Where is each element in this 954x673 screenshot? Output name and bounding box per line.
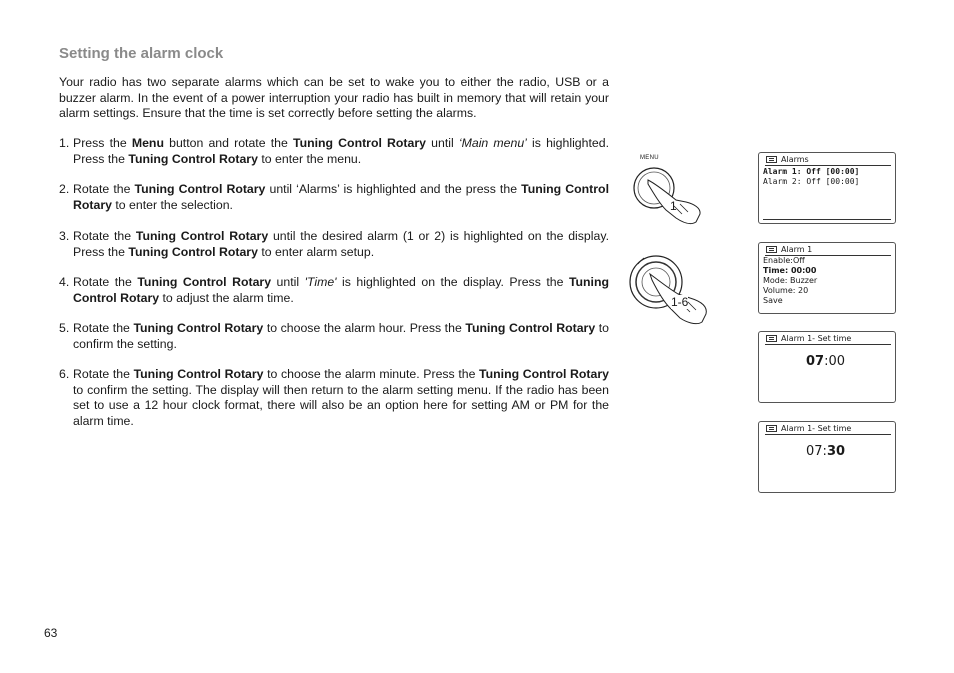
- step-3: [59, 229, 609, 260]
- screen-line-selected: Alarm 1: Off [00:00]: [763, 167, 860, 176]
- step-6: [59, 367, 609, 429]
- alarm-minute: 00: [828, 354, 846, 369]
- step-key-term: Tuning Control Rotary: [137, 275, 272, 289]
- screen-line: Mode: Buzzer: [763, 276, 818, 285]
- menu-list-icon: [766, 335, 777, 342]
- rotary-knob-press-illustration: [626, 246, 716, 330]
- step-text: to choose the alarm hour. Press the: [263, 321, 466, 335]
- step-text: until the desired alarm (1 or 2) is highlighted on the display. Press the: [73, 229, 609, 259]
- alarm-time-value: [806, 354, 845, 369]
- display-screen-set-hour: [758, 331, 896, 403]
- step-tag-1-6: 1-6: [671, 295, 689, 309]
- step-number: 5.: [59, 321, 70, 335]
- screen-title: Alarm 1- Set time: [765, 424, 891, 435]
- step-text: is highlighted on the display. Press the: [336, 275, 569, 289]
- step-text: to adjust the alarm time.: [159, 290, 294, 305]
- step-number: 6.: [59, 367, 70, 381]
- step-4: [59, 275, 609, 306]
- step-text: to confirm the setting. The display will then return to the alarm setting menu. If the radio has been set to use a 12 hour clock format, there will also be an option here for setting AM or PM for the alarm time.: [73, 382, 609, 428]
- time-separator: :: [824, 354, 829, 369]
- step-text: until: [426, 136, 459, 150]
- step-text: Rotate the: [73, 229, 136, 243]
- step-key-term: Tuning Control Rotary: [73, 275, 609, 305]
- step-key-term: Tuning Control Rotary: [135, 229, 269, 243]
- step-number: 2.: [59, 182, 70, 196]
- menu-button-label: MENU: [640, 155, 659, 161]
- screen-line: Alarm 2: Off [00:00]: [763, 177, 860, 186]
- screen-title: Alarm 1: [765, 245, 891, 256]
- step-number: 1.: [59, 136, 70, 150]
- step-text: Rotate the: [73, 321, 134, 335]
- intro-paragraph: Your radio has two separate alarms which can be set to wake you to either the radio, USB or a buzzer alarm. In the event of a power interruption your radio has built in memory that will retain your alarm settings. Ensure that the time is set correctly before setting the alarms.: [59, 75, 609, 120]
- alarm-time-value: [806, 444, 845, 459]
- step-text: to choose the alarm minute. Press the: [263, 367, 480, 381]
- menu-button-press-illustration: [626, 162, 706, 232]
- menu-list-icon: [766, 425, 777, 432]
- section-heading: Setting the alarm clock: [59, 45, 224, 62]
- step-text: to enter the selection.: [111, 197, 233, 212]
- step-key-term: Tuning Control Rotary: [133, 321, 264, 335]
- time-separator: :: [822, 444, 827, 459]
- step-number: 3.: [59, 229, 70, 243]
- step-key-term: Menu: [131, 136, 164, 150]
- step-text: until: [271, 275, 305, 289]
- step-key-term: Tuning Control Rotary: [479, 367, 609, 381]
- menu-list-icon: [766, 246, 777, 253]
- step-key-term: Tuning Control Rotary: [128, 151, 258, 166]
- step-key-term: Tuning Control Rotary: [128, 244, 258, 259]
- screen-line: Volume: 20: [763, 286, 809, 295]
- step-key-term: Tuning Control Rotary: [134, 182, 266, 196]
- screen-title: Alarm 1- Set time: [765, 334, 891, 345]
- step-italic-term: ‘Main menu’: [458, 136, 527, 150]
- alarm-hour: 07: [806, 444, 823, 459]
- step-key-term: Tuning Control Rotary: [465, 321, 596, 335]
- screen-rule: [763, 219, 891, 220]
- step-italic-term: 'Time': [304, 275, 337, 289]
- screen-line-selected: Time: 00:00: [763, 266, 817, 275]
- step-text: is highlighted. Press the: [73, 136, 609, 166]
- step-text: button and rotate the: [163, 136, 293, 150]
- step-5: [59, 321, 609, 352]
- screen-title: Alarms: [765, 155, 891, 166]
- step-1: [59, 136, 609, 167]
- alarm-hour: 07: [806, 354, 825, 369]
- step-number: 4.: [59, 275, 70, 289]
- step-text: until ‘Alarms’ is highlighted and the press the: [265, 182, 522, 196]
- display-screen-alarm-1: [758, 242, 896, 314]
- page-number: 63: [44, 626, 58, 640]
- step-text: to enter the menu.: [257, 151, 362, 166]
- step-text: to confirm the setting.: [73, 321, 609, 351]
- step-text: Rotate the: [73, 275, 138, 289]
- alarm-minute: 30: [826, 444, 846, 459]
- step-2: [59, 182, 609, 213]
- step-key-term: Tuning Control Rotary: [133, 367, 264, 381]
- step-text: to enter alarm setup.: [257, 244, 375, 259]
- display-screen-alarms: [758, 152, 896, 224]
- step-text: Rotate the: [73, 182, 135, 196]
- step-key-term: Tuning Control Rotary: [73, 182, 609, 212]
- step-text: Rotate the: [73, 367, 134, 381]
- menu-list-icon: [766, 156, 777, 163]
- step-tag-1: 1: [670, 199, 677, 213]
- screen-line: Enable:Off: [763, 256, 805, 265]
- step-text: Press the: [73, 136, 132, 150]
- screen-line: Save: [763, 296, 783, 305]
- display-screen-set-minute: [758, 421, 896, 493]
- step-key-term: Tuning Control Rotary: [292, 136, 426, 150]
